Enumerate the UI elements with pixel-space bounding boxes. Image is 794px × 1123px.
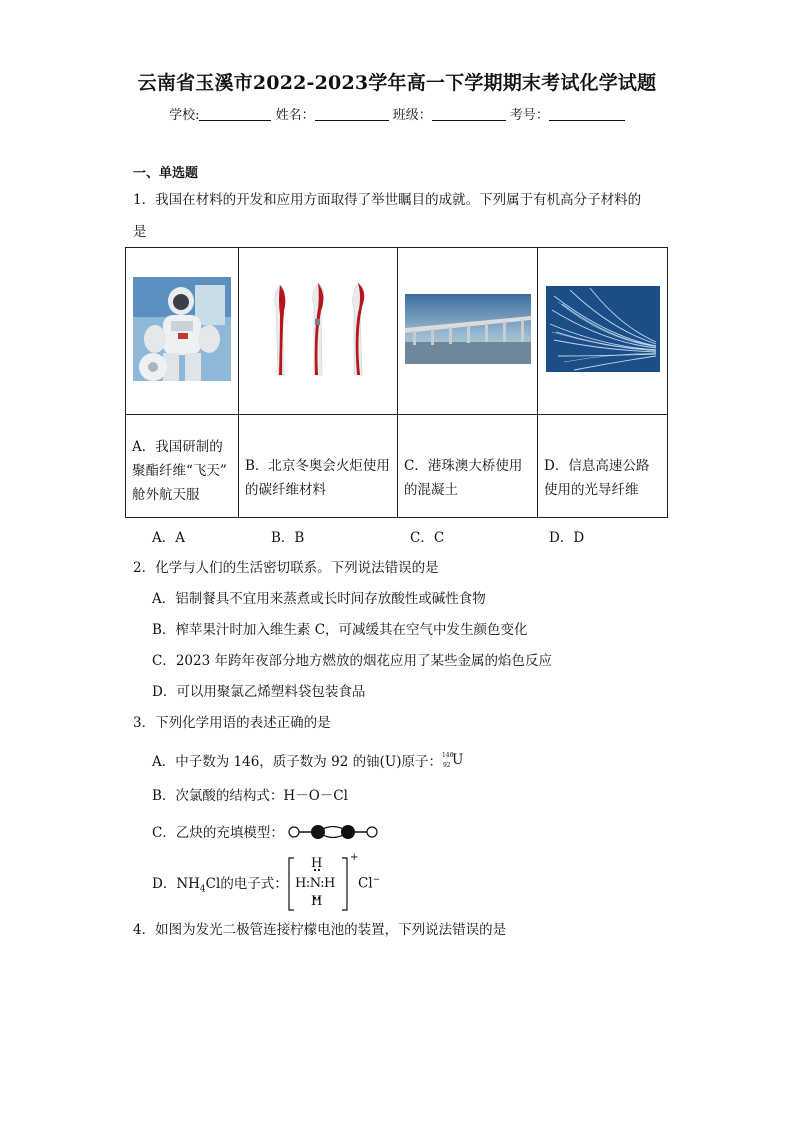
q3-option-a-text: A．中子数为 146，质子数为 92 的铀(U)原子：	[152, 754, 442, 770]
caption-a-line3: 舱外航天服	[132, 487, 200, 503]
q3-option-a[interactable]	[152, 750, 464, 772]
q1-caption-c	[398, 415, 538, 518]
caption-a-line1: A．我国研制的	[132, 439, 223, 455]
caption-d-line2: 使用的光导纤维	[544, 482, 639, 498]
q3-option-c[interactable]	[152, 822, 378, 843]
number-label: 考号：	[509, 108, 549, 123]
q1-option-d[interactable]: D．D	[549, 530, 585, 546]
class-label: 班级：	[392, 108, 432, 123]
lewis-bottom-h: H	[311, 894, 323, 909]
section-heading: 一、单选题	[133, 166, 199, 181]
q1-stem-line2: 是	[133, 224, 147, 240]
q3-stem: 3．下列化学用语的表述正确的是	[133, 715, 331, 731]
olympic-torch-photo	[258, 277, 378, 381]
q3-option-d-text: 的电子式：	[220, 876, 288, 892]
chloride-charge: −	[372, 875, 381, 885]
q2-option-a[interactable]: A．铝制餐具不宜用来蒸煮或长时间存放酸性或碱性食物	[152, 591, 486, 607]
element-symbol: U	[451, 752, 464, 768]
q1-image-cell-a	[126, 248, 239, 415]
q2-option-d[interactable]: D．可以用聚氯乙烯塑料袋包装食品	[152, 684, 366, 700]
lewis-chloride-ion	[358, 875, 380, 892]
ammonium-chloride-lewis-structure	[286, 852, 406, 912]
atomic-number: 92	[442, 762, 451, 769]
student-info-line	[0, 104, 794, 123]
q1-image-table	[125, 247, 668, 518]
class-blank	[432, 107, 506, 121]
name-label: 姓名：	[275, 108, 315, 123]
school-label: 学校:	[169, 108, 200, 123]
school-blank	[199, 107, 271, 121]
q1-image-cell-c	[398, 248, 538, 415]
q1-option-a[interactable]: A．A	[152, 530, 185, 546]
optical-fiber-photo	[546, 286, 660, 372]
q1-option-b[interactable]: B．B	[271, 530, 305, 546]
lewis-top-h: H	[311, 856, 323, 871]
q1-stem-line1: 1．我国在材料的开发和应用方面取得了举世瞩目的成就。下列属于有机高分子材料的	[133, 192, 642, 208]
caption-c-line1: C．港珠澳大桥使用	[404, 458, 523, 474]
q1-caption-d	[538, 415, 668, 518]
mass-number: 146	[441, 752, 454, 759]
q1-option-c[interactable]: C．C	[410, 530, 445, 546]
formula-cl: Cl	[205, 876, 221, 892]
q2-option-b[interactable]: B．榨苹果汁时加入维生素 C，可减缓其在空气中发生颜色变化	[152, 622, 528, 638]
uranium-nuclide-notation	[442, 750, 464, 768]
ammonium-chloride-formula	[176, 876, 221, 895]
number-blank	[549, 107, 625, 121]
lewis-positive-charge: +	[350, 852, 359, 863]
q3-option-b[interactable]: B．次氯酸的结构式：H－O－Cl	[152, 788, 348, 804]
lewis-middle-row: H:N:H	[295, 876, 335, 891]
q1-image-cell-b	[239, 248, 398, 415]
formula-sub-4: 4	[199, 884, 206, 895]
q1-image-cell-d	[538, 248, 668, 415]
q3-option-c-text: C．乙炔的充填模型：	[152, 825, 284, 841]
formula-nh: NH	[176, 876, 200, 892]
q4-stem: 4．如图为发光二极管连接柠檬电池的装置，下列说法错误的是	[133, 922, 507, 938]
q3-option-d-label: D．	[152, 876, 177, 892]
caption-d-line1: D．信息高速公路	[544, 458, 650, 474]
q1-caption-b	[239, 415, 398, 518]
q1-caption-a	[126, 415, 239, 518]
q3-option-d[interactable]	[152, 874, 288, 900]
spacesuit-photo	[133, 277, 231, 381]
chloride-symbol: Cl	[358, 875, 373, 892]
caption-b-line1: B．北京冬奥会火炬使用	[245, 458, 390, 474]
q2-stem: 2．化学与人们的生活密切联系。下列说法错误的是	[133, 560, 439, 576]
bridge-photo	[405, 294, 531, 364]
q2-option-c[interactable]: C．2023 年跨年夜部分地方燃放的烟花应用了某些金属的焰色反应	[152, 653, 552, 669]
caption-c-line2: 的混凝土	[404, 482, 458, 498]
page-title: 云南省玉溪市2022-2023学年高一下学期期末考试化学试题	[137, 72, 657, 94]
caption-a-line2: 聚酯纤维“飞天”	[132, 463, 227, 479]
name-blank	[315, 107, 389, 121]
acetylene-space-filling-model	[288, 822, 378, 842]
caption-b-line2: 的碳纤维材料	[245, 482, 326, 498]
